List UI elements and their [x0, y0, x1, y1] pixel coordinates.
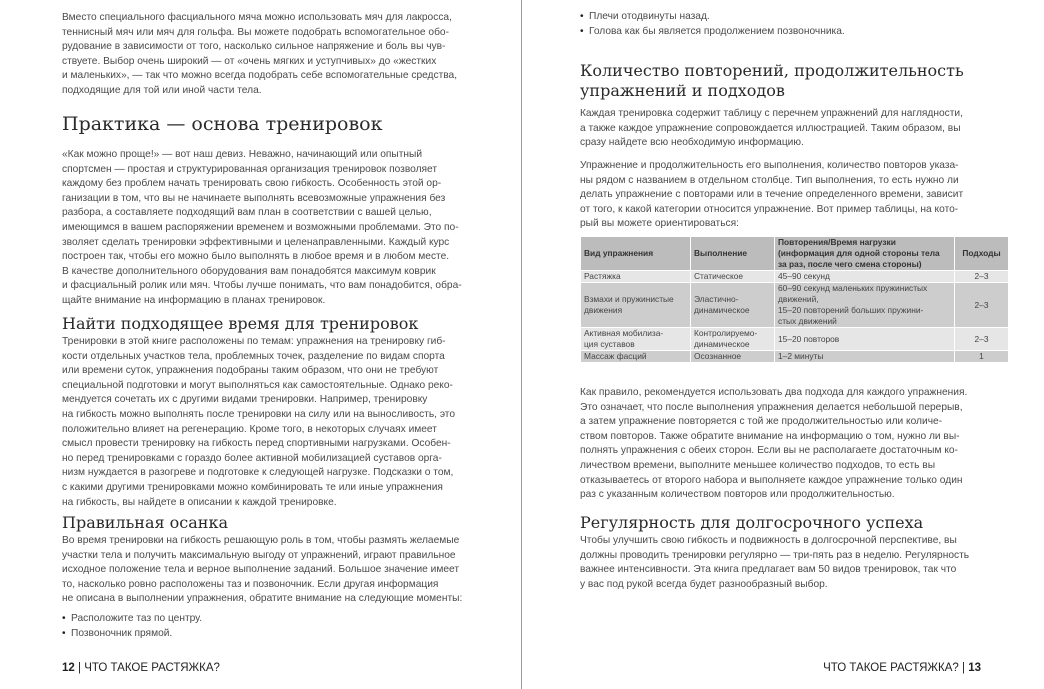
paragraph-line: каждому без проблем начать тренировать свою гибкость. Особенность этой ор-	[62, 178, 442, 190]
section-heading: Правильная осанка	[62, 513, 228, 532]
paragraph-line: важнее интенсивности. Эта книга предлагает вам 50 видов тренировок, так что	[580, 564, 957, 576]
table-cell	[955, 271, 1009, 283]
cell-text: динамическое	[694, 305, 750, 315]
cell-text: Массаж фасций	[584, 351, 647, 361]
header-text: Выполнение	[694, 248, 748, 258]
paragraph	[62, 11, 457, 99]
paragraph-line: положительно влияет на регенерацию. Кроме того, в некоторых случаях имеет	[62, 423, 437, 435]
paragraph-line: построен так, чтобы его можно было выполнять в любое время и в любом месте.	[62, 251, 450, 263]
section-heading: Практика — основа тренировок	[62, 113, 383, 135]
paragraph-line: исходное положение тела и верное выполнение заданий. Большое значение имеет	[62, 564, 460, 576]
left-page	[0, 0, 521, 689]
paragraph-line: Тренировки в этой книге расположены по темам: упражнения на тренировку гиб-	[62, 336, 446, 347]
table-cell	[691, 271, 775, 283]
cell-text: Статическое	[694, 271, 744, 281]
table-header-cell	[581, 237, 691, 271]
table-cell	[955, 328, 1009, 351]
cell-text: 60–90 секунд маленьких пружинистых	[778, 283, 928, 293]
cell-text: стых движений	[778, 316, 837, 326]
paragraph-line: Вместо специального фасциального мяча можно использовать мяч для лакросса,	[62, 12, 452, 23]
cell-text: 2–3	[974, 299, 989, 310]
bullet-list	[580, 10, 845, 39]
table-cell	[691, 351, 775, 363]
table-cell	[691, 328, 775, 351]
paragraph	[62, 335, 455, 510]
paragraph-line: а также каждое упражнение сопровождается иллюстрацией. Таким образом, вы	[580, 122, 961, 134]
table-row	[581, 271, 1009, 283]
paragraph-line: низм нуждается в разогреве и подготовке к следующей нагрузке. Подсказки о том,	[62, 467, 454, 479]
cell-text: Растяжка	[584, 271, 621, 281]
cell-text: 1	[979, 351, 984, 361]
paragraph-line: делать упражнение с повторами или в течение определенного времени, зависит	[580, 189, 964, 201]
section-heading: Найти подходящее время для тренировок	[62, 314, 419, 333]
footer-separator: |	[958, 662, 969, 674]
table-row	[581, 283, 1009, 328]
header-text: Вид упражнения	[584, 248, 654, 258]
paragraph-line: подходящие для той или иной части тела.	[62, 84, 262, 96]
paragraph-line: не описана в выполнении упражнения, обратите внимание на следующие моменты:	[62, 593, 463, 605]
paragraph-line: Как правило, рекомендуется использовать два подхода для каждого упражнения.	[580, 387, 968, 398]
cell-text: 1–2 минуты	[778, 351, 824, 361]
page-footer	[823, 662, 981, 674]
paragraph-line: В качестве дополнительного оборудования вам понадобятся максимум коврик	[62, 265, 436, 277]
paragraph-line: разбора, а составляете подходящий вам план в соответствии с вашей целью,	[62, 207, 432, 219]
paragraph-line: участки тела и получить максимальную выгоду от упражнений, играют правильное	[62, 549, 456, 561]
paragraph-line: ством повторов. Также обратите внимание на информацию о том, нужно ли вы-	[580, 430, 960, 442]
table-header-cell	[691, 237, 775, 271]
cell-text: ция суставов	[584, 339, 635, 349]
running-title: ЧТО ТАКОЕ РАСТЯЖКА?	[823, 662, 959, 674]
paragraph-line: с какими другими тренировками можно комбинировать те или иные упражнения	[62, 481, 443, 493]
paragraph-line: но перед тренировками с гораздо более активной мобилизацией суставов орга-	[62, 452, 442, 464]
paragraph-line: Каждая тренировка содержит таблицу с перечнем упражнений для наглядности,	[580, 108, 963, 119]
section-heading: упражнений и подходов	[580, 81, 785, 100]
table-cell	[691, 283, 775, 328]
running-title: ЧТО ТАКОЕ РАСТЯЖКА?	[84, 662, 220, 674]
paragraph-line: должны проводить тренировки регулярно — три-пять раз в неделю. Регулярность	[580, 549, 970, 561]
paragraph-line: на гибкость можно выполнять после тренировки на силу или на выносливость, это	[62, 408, 456, 420]
paragraph-line: Чтобы улучшить свою гибкость и подвижность в долгосрочной перспективе, вы	[580, 535, 957, 546]
table-cell	[775, 283, 955, 328]
paragraph-line: зволяет сделать тренировки эффективными и целенаправленными. Каждый курс	[62, 236, 450, 248]
paragraph-line: мендуется сочетать их с другими видами тренировки. Например, тренировку	[62, 394, 428, 406]
paragraph-line: рудование в зависимости от того, насколько сильное напряжение и боль вы чув-	[62, 41, 446, 53]
table-header-cell	[775, 237, 955, 271]
right-page	[522, 0, 1044, 689]
paragraph-line: раз с указанным количеством повторов или продолжительностью.	[580, 489, 895, 501]
page-number: 12	[62, 662, 75, 674]
paragraph	[62, 148, 462, 309]
table-header-row	[581, 237, 1009, 271]
paragraph-line: то, насколько ровно расположены таз и позвоночник. Если другая информация	[62, 578, 439, 590]
header-text: (информация для одной стороны тела	[778, 248, 940, 258]
paragraph-line: на гибкость, вы найдете в описании к каждой тренировке.	[62, 496, 337, 508]
table-cell	[775, 351, 955, 363]
paragraph-line: и маленьких», — так что можно всегда подобрать себе вспомогательные средства,	[62, 70, 458, 82]
paragraph	[580, 534, 969, 592]
cell-text: 15–20 повторов	[778, 333, 840, 344]
cell-text: 2–3	[974, 271, 989, 281]
table-cell	[581, 351, 691, 363]
cell-text: 45–90 секунд	[778, 271, 830, 281]
cell-text: Взмахи и пружинистые	[584, 294, 674, 304]
table-cell	[775, 271, 955, 283]
paragraph-line: у вас под рукой всегда будет разнообразный выбор.	[580, 578, 828, 590]
paragraph-line: Упражнение и продолжительность его выполнения, количество повторов указа-	[580, 160, 959, 171]
paragraph-line: Во время тренировки на гибкость решающую роль в том, чтобы размять желаемые	[62, 535, 460, 546]
footer-separator: |	[74, 662, 85, 674]
table-row	[581, 328, 1009, 351]
paragraph-line: теннисный мяч или мяч для гольфа. Вы можете подобрать вспомогательное обо-	[62, 26, 449, 38]
paragraph-line: имеющимся в вашем распоряжении временем и возможными проблемами. Это по-	[62, 221, 459, 233]
header-text: Подходы	[962, 248, 1001, 258]
cell-text: Эластично-	[694, 294, 739, 304]
table-cell	[955, 283, 1009, 328]
bullet-item: • Расположите таз по центру.	[62, 612, 202, 627]
cell-text: динамическое	[694, 339, 750, 349]
page-footer	[62, 662, 220, 674]
paragraph-line: кости отдельных участков тела, проблемных точек, разделение по видам спорта	[62, 350, 445, 362]
table-header-cell	[955, 237, 1009, 271]
cell-text: движений,	[778, 294, 819, 304]
paragraph-line: рый вы можете ориентироваться:	[580, 218, 739, 230]
paragraph-line: ны рядом с названием в отдельном столбце. Тип выполнения, то есть нужно ли	[580, 174, 959, 186]
table-cell	[775, 328, 955, 351]
bullet-item: • Голова как бы является продолжением позвоночника.	[580, 25, 845, 40]
exercise-table-wrapper	[580, 236, 1009, 363]
paragraph-line: «Как можно проще!» — вот наш девиз. Неважно, начинающий или опытный	[62, 149, 423, 160]
paragraph-line: от того, к какой категории относится упражнение. Вот пример таблицы, на кото-	[580, 203, 959, 215]
paragraph-line: и фасциальный ролик или мяч. Чтобы лучше понимать, что вам понадобится, обра-	[62, 280, 462, 292]
bullet-item: • Плечи отодвинуты назад.	[580, 10, 845, 25]
paragraph-line: Это означает, что после выполнения упражнения делается небольшой перерыв,	[580, 401, 963, 413]
bullet-item: • Позвоночник прямой.	[62, 627, 202, 642]
paragraph-line: сразу найдете всю необходимую информацию.	[580, 137, 804, 149]
section-heading: Регулярность для долгосрочного успеха	[580, 513, 924, 532]
page-number: 13	[968, 662, 981, 674]
cell-text: Осознанное	[694, 351, 742, 361]
cell-text: 15–20 повторений больших пружини-	[778, 305, 924, 315]
paragraph-line: отказываетесь от второго набора и выполняете каждое упражнение только один	[580, 474, 963, 486]
table-cell	[581, 283, 691, 328]
paragraph	[580, 107, 963, 151]
paragraph	[580, 386, 967, 503]
paragraph-line: ствуете. Выбор очень широкий — от «очень мягких и уступчивых» до «жестких	[62, 55, 437, 67]
paragraph-line: щайте внимание на информацию в планах тренировок.	[62, 294, 326, 306]
bullet-list	[62, 612, 202, 641]
cell-text: движения	[584, 305, 623, 315]
header-text: Повторения/Время нагрузки	[778, 237, 896, 247]
paragraph	[62, 534, 462, 607]
paragraph-line: специальной подготовки и могут выполняться как самостоятельные. Однако реко-	[62, 379, 453, 391]
paragraph-line: ганизации в том, что вы не начинаете выполнять всевозможные упражнения без	[62, 192, 446, 204]
cell-text: 2–3	[974, 333, 989, 344]
cell-text: Активная мобилиза-	[584, 328, 664, 338]
section-heading: Количество повторений, продолжительность	[580, 61, 964, 80]
paragraph-line: смысл провести тренировку на гибкость перед спортивными нагрузками. Особен-	[62, 438, 451, 450]
table-cell	[581, 271, 691, 283]
exercise-table	[580, 236, 1009, 363]
paragraph-line: спортсмен — простая и структурированная организация тренировок позволяет	[62, 163, 438, 175]
paragraph-line: а затем упражнение повторяется с той же продолжительностью или количе-	[580, 416, 943, 428]
paragraph-line: личеством времени, выполните меньшее количество подходов, то есть вы	[580, 459, 936, 471]
paragraph-line: полнять упражнения с обеих сторон. Если вы не располагаете достаточным ко-	[580, 445, 958, 457]
paragraph	[580, 159, 963, 232]
table-cell	[581, 328, 691, 351]
cell-text: Контролируемо-	[694, 328, 758, 338]
table-row	[581, 351, 1009, 363]
table-cell	[955, 351, 1009, 363]
header-text: за раз, после чего смена стороны)	[778, 259, 922, 269]
paragraph-line: или времени суток, упражнения подобраны таким образом, что они не требуют	[62, 365, 439, 377]
